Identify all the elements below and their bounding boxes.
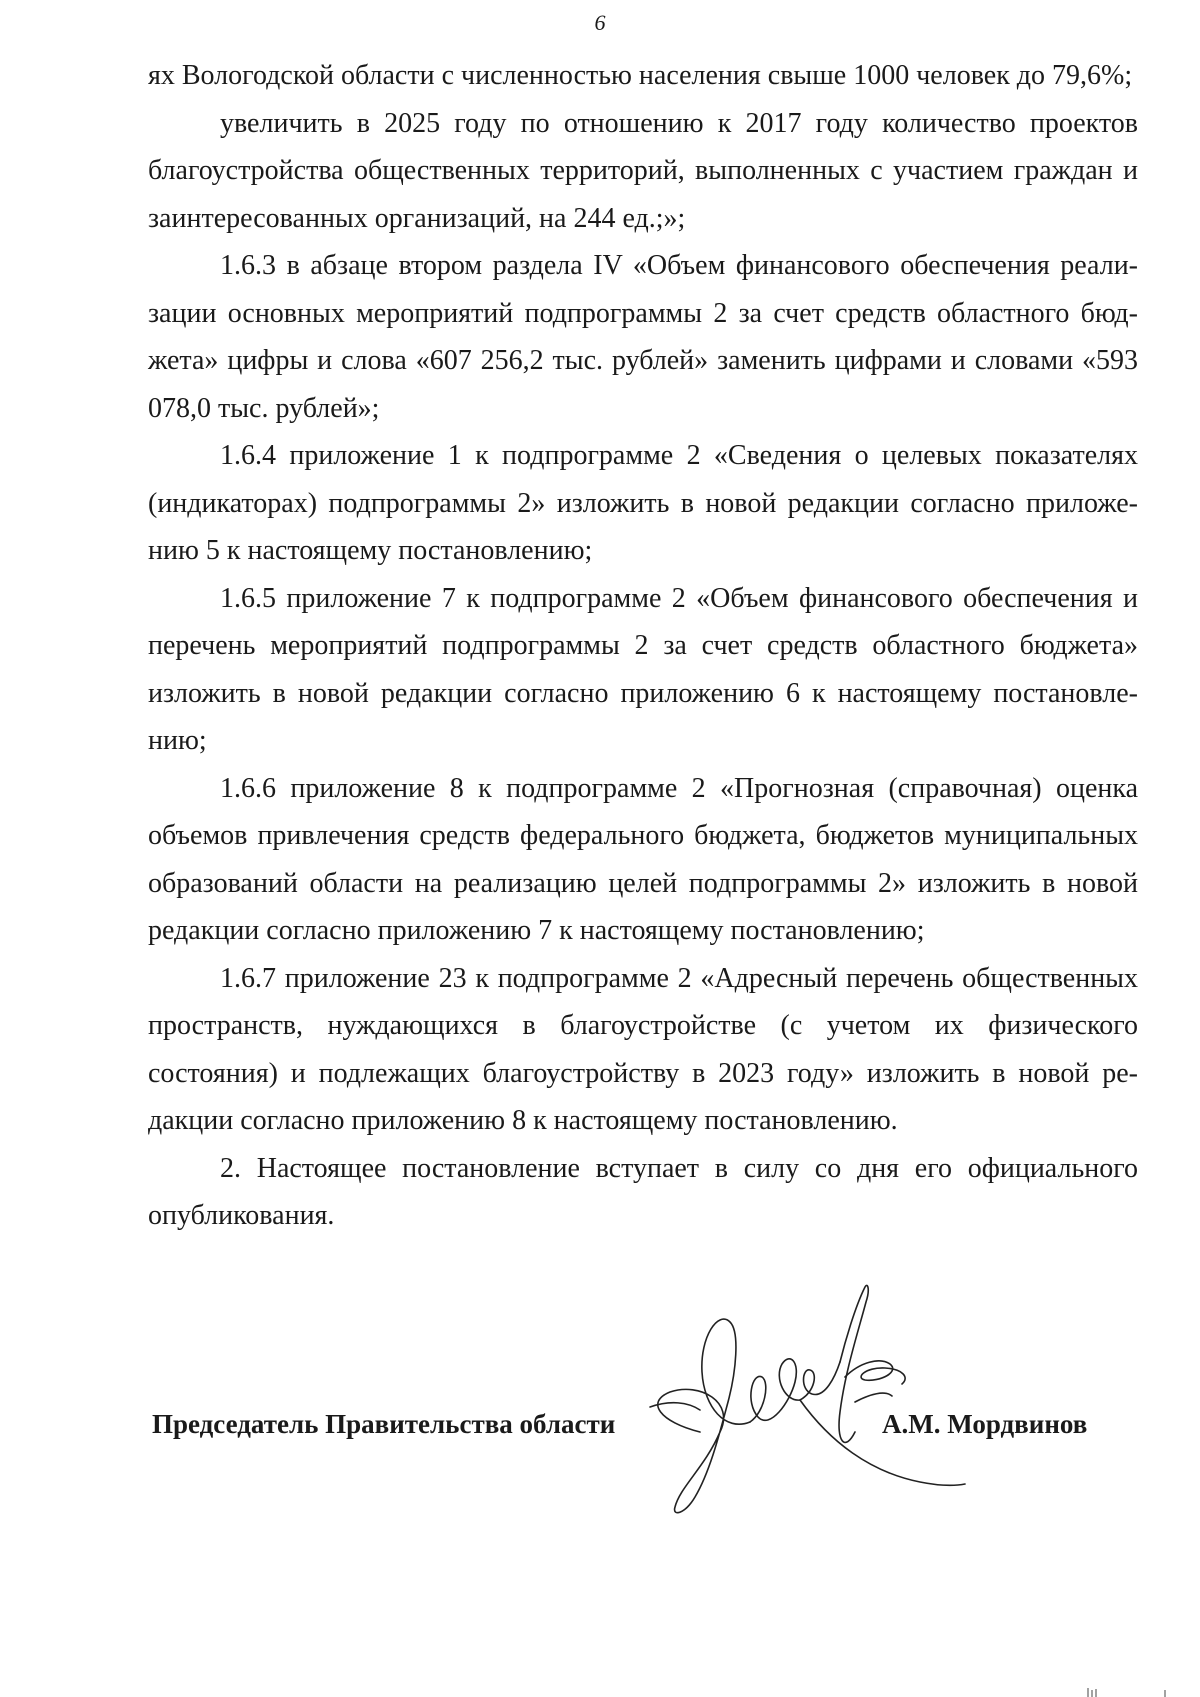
paragraph-1-6-4: 1.6.4 приложение 1 к подпрограмме 2 «Сведения о целевых показателях (индикаторах) подпрограммы 2» изложить в новой редакции согласно приложению 5 к настоящему постановлению; xyxy=(148,440,1138,566)
scan-marks xyxy=(1080,1684,1180,1697)
page-number: 6 xyxy=(594,10,606,35)
paragraph-1-6-3: 1.6.3 в абзаце втором раздела IV «Объем финансового обеспечения реализации основных мероприятий подпрограммы 2 за счет средств областного бюджета» цифры и слова «607 256,2 тыс. рублей» заменить цифрами и словами «593 078,0 тыс. рублей»; xyxy=(148,250,1138,424)
handwritten-signature xyxy=(640,1282,970,1522)
signer-name: А.М. Мордвинов xyxy=(882,1409,1088,1439)
paragraph-2: увеличить в 2025 году по отношению к 2017 году количество проектов благоустройства общественных территорий, выполненных с участием граждан и заинтересованных организаций, на 244 ед.;»; xyxy=(148,107,1138,234)
document-body xyxy=(148,52,1138,1240)
paragraph-1-6-5: 1.6.5 приложение 7 к подпрограмме 2 «Объем финансового обеспечения и перечень мероприятий подпрограммы 2 за счет средств областного бюджета» изложить в новой редакции согласно приложению 6 к настоящему постановлению; xyxy=(148,582,1138,756)
paragraph-1-6-6: 1.6.6 приложение 8 к подпрограмме 2 «Прогнозная (справочная) оценка объемов привлечения средств федерального бюджета, бюджетов муниципальных образований области на реализацию целей подпрограммы 2» изложить в новой редакции согласно приложению 7 к настоящему постановлению; xyxy=(148,772,1138,946)
paragraph-1: ях Вологодской области с численностью населения свыше 1000 человек до 79,6%; xyxy=(148,60,1133,91)
paragraph-2-effective-date: 2. Настоящее постановление вступает в силу со дня его официального опубликования. xyxy=(148,1152,1138,1231)
paragraph-1-6-7: 1.6.7 приложение 23 к подпрограмме 2 «Адресный перечень общественных пространств, нуждающихся в благоустройстве (с учетом их физического состояния) и подлежащих благоустройству в 2023 году» изложить в новой редакции согласно приложению 8 к настоящему постановлению. xyxy=(148,962,1138,1136)
signer-title: Председатель Правительства области xyxy=(152,1409,616,1439)
